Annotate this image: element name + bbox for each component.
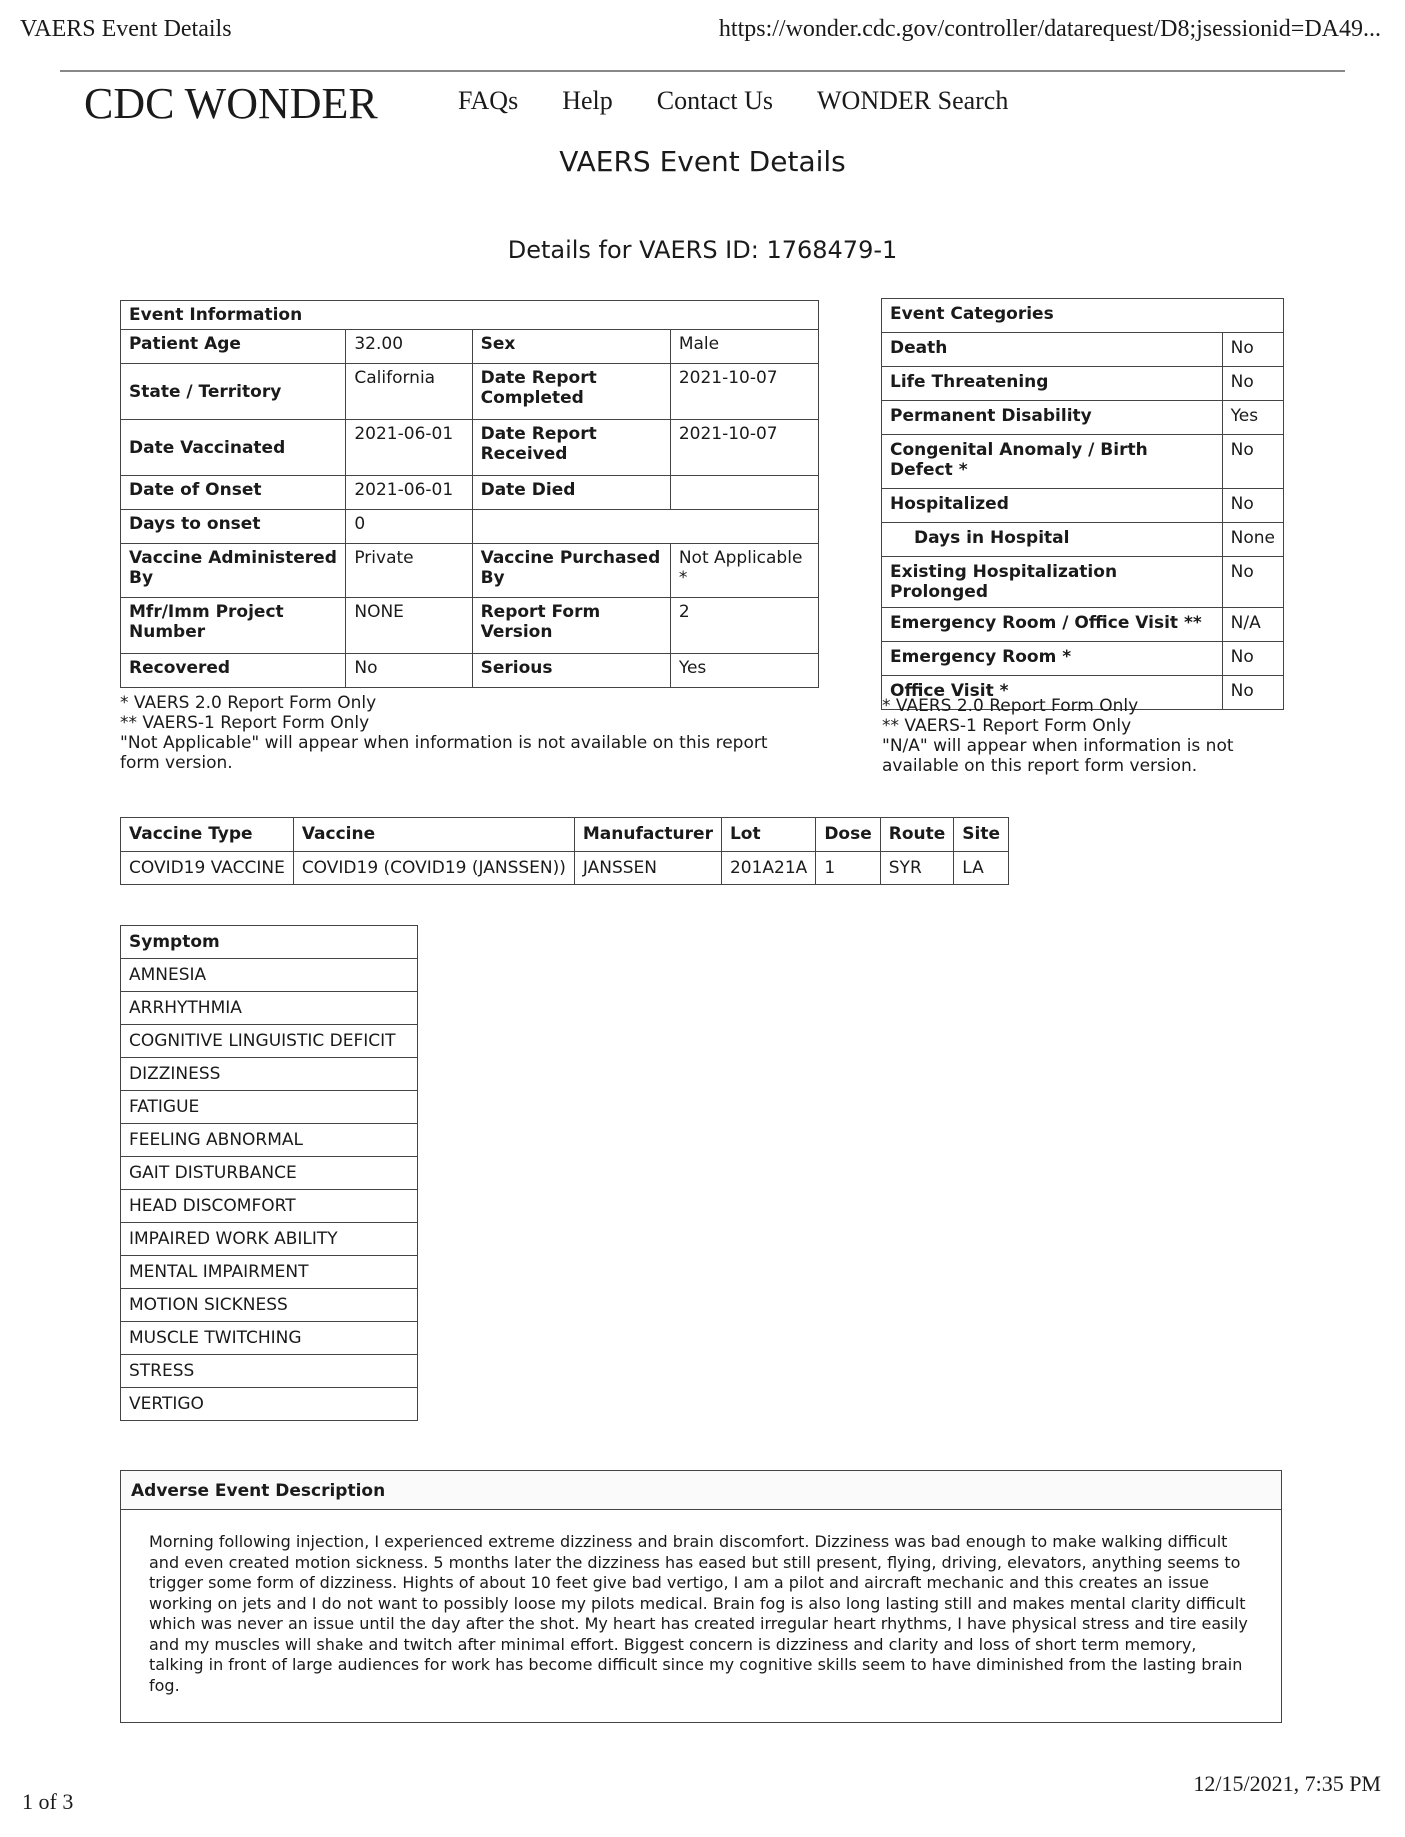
list-item: FATIGUE [121, 1091, 418, 1124]
category-label: Congenital Anomaly / Birth Defect * [882, 435, 1223, 489]
purchased-by-label: Vaccine Purchased By [472, 544, 670, 598]
category-value: No [1222, 333, 1283, 367]
state-value: California [346, 364, 472, 420]
category-value: No [1222, 435, 1283, 489]
category-label: Death [882, 333, 1223, 367]
list-item: IMPAIRED WORK ABILITY [121, 1223, 418, 1256]
nav-contact-us[interactable]: Contact Us [656, 86, 774, 115]
page-number: 1 of 3 [22, 1789, 74, 1814]
date-report-received-value: 2021-10-07 [670, 420, 818, 476]
col-header: Lot [721, 818, 815, 852]
col-header: Vaccine [293, 818, 574, 852]
event-information-heading: Event Information [121, 301, 819, 330]
symptom-heading: Symptom [121, 926, 418, 959]
event-info-notes [120, 693, 800, 773]
note-line: ** VAERS-1 Report Form Only [882, 716, 1132, 736]
event-information-table [120, 300, 819, 688]
event-categories-table [881, 298, 1284, 710]
category-value: No [1222, 489, 1283, 523]
days-to-onset-value: 0 [346, 510, 472, 544]
details-heading: Details for VAERS ID: 1768479-1 [507, 236, 898, 264]
patient-age-label: Patient Age [121, 330, 346, 364]
table-cell: 201A21A [721, 852, 815, 885]
col-header: Manufacturer [574, 818, 721, 852]
col-header: Route [880, 818, 954, 852]
note-line: * VAERS 2.0 Report Form Only [120, 693, 377, 713]
date-vaccinated-label: Date Vaccinated [121, 420, 346, 476]
category-label: Emergency Room / Office Visit ** [882, 608, 1223, 642]
category-label: Emergency Room * [882, 642, 1223, 676]
nav-wonder-search[interactable]: WONDER Search [817, 86, 1009, 115]
print-header-url: https://wonder.cdc.gov/controller/datarequest/D8;jsessionid=DA49... [718, 16, 1381, 42]
administered-by-value: Private [346, 544, 472, 598]
category-label: Days in Hospital [882, 523, 1223, 557]
nav-help[interactable]: Help [562, 86, 613, 115]
note-line: ** VAERS-1 Report Form Only [120, 713, 370, 733]
list-item: MUSCLE TWITCHING [121, 1322, 418, 1355]
list-item: MENTAL IMPAIRMENT [121, 1256, 418, 1289]
recovered-value: No [346, 654, 472, 688]
list-item: STRESS [121, 1355, 418, 1388]
list-item: VERTIGO [121, 1388, 418, 1421]
table-cell: SYR [880, 852, 954, 885]
symptom-table [120, 925, 418, 1421]
days-to-onset-label: Days to onset [121, 510, 346, 544]
category-value: Yes [1222, 401, 1283, 435]
category-value: None [1222, 523, 1283, 557]
list-item: AMNESIA [121, 959, 418, 992]
date-report-completed-value: 2021-10-07 [670, 364, 818, 420]
col-header: Vaccine Type [121, 818, 294, 852]
category-value: N/A [1222, 608, 1283, 642]
table-cell: COVID19 (COVID19 (JANSSEN)) [293, 852, 574, 885]
report-form-version-label: Report Form Version [472, 598, 670, 654]
date-died-value [670, 476, 818, 510]
category-label: Permanent Disability [882, 401, 1223, 435]
sex-value: Male [670, 330, 818, 364]
category-label: Hospitalized [882, 489, 1223, 523]
adverse-event-box [120, 1470, 1282, 1723]
date-report-completed-label: Date Report Completed [472, 364, 670, 420]
category-label: Office Visit * [882, 676, 1223, 710]
page-title: VAERS Event Details [559, 145, 846, 178]
category-value: No [1222, 367, 1283, 401]
note-line: "Not Applicable" will appear when information is not available on this report form version. [120, 733, 768, 773]
table-cell: COVID19 VACCINE [121, 852, 294, 885]
print-header-title: VAERS Event Details [20, 16, 232, 42]
list-item: COGNITIVE LINGUISTIC DEFICIT [121, 1025, 418, 1058]
list-item: GAIT DISTURBANCE [121, 1157, 418, 1190]
list-item: ARRHYTHMIA [121, 992, 418, 1025]
list-item: HEAD DISCOMFORT [121, 1190, 418, 1223]
nav-faqs[interactable]: FAQs [458, 86, 519, 115]
empty-cell [472, 510, 818, 544]
category-value: No [1222, 557, 1283, 608]
event-categories-heading: Event Categories [882, 299, 1284, 333]
purchased-by-value: Not Applicable * [670, 544, 818, 598]
administered-by-label: Vaccine Administered By [121, 544, 346, 598]
adverse-event-heading: Adverse Event Description [121, 1471, 1281, 1510]
category-label: Existing Hospitalization Prolonged [882, 557, 1223, 608]
brand-logo[interactable]: CDC WONDER [84, 79, 378, 128]
date-of-onset-value: 2021-06-01 [346, 476, 472, 510]
list-item: FEELING ABNORMAL [121, 1124, 418, 1157]
vaccine-table [120, 817, 1009, 885]
date-vaccinated-value: 2021-06-01 [346, 420, 472, 476]
patient-age-value: 32.00 [346, 330, 472, 364]
serious-value: Yes [670, 654, 818, 688]
category-label: Life Threatening [882, 367, 1223, 401]
list-item: MOTION SICKNESS [121, 1289, 418, 1322]
sex-label: Sex [472, 330, 670, 364]
category-value: No [1222, 676, 1283, 710]
date-of-onset-label: Date of Onset [121, 476, 346, 510]
date-died-label: Date Died [472, 476, 670, 510]
note-line: * VAERS 2.0 Report Form Only [882, 696, 1139, 716]
mfr-project-value: NONE [346, 598, 472, 654]
list-item: DIZZINESS [121, 1058, 418, 1091]
category-value: No [1222, 642, 1283, 676]
note-line: "N/A" will appear when information is not available on this report form version. [882, 736, 1234, 776]
event-categories-notes [882, 696, 1282, 776]
adverse-event-text: Morning following injection, I experienced extreme dizziness and brain discomfort. Dizziness was bad enough to make walking difficult and even created motion sickness. 5 months later the dizziness has eased but still present, flying, driving, elevators, anything seems to trigger some form of dizziness. Hights of about 10 feet give bad vertigo, I am a pilot and aircraft mechanic and this creates an issue working on jets and I do not want to possibly loose my pilots medical. Brain fog is also long lasting still and makes mental clarity difficult which was never an issue until the day after the shot. My heart has created irregular heart rhythms, I have physical stress and tire easily and my muscles will shake and twitch after minimal effort. Biggest concern is dizziness and clarity and loss of short term memory, talking in front of large audiences for work has become difficult since my cognitive skills seem to have diminished from the lasting brain fog. [149, 1532, 1248, 1695]
print-timestamp: 12/15/2021, 7:35 PM [1193, 1771, 1381, 1796]
table-cell: JANSSEN [574, 852, 721, 885]
header-rule [60, 70, 1345, 72]
recovered-label: Recovered [121, 654, 346, 688]
table-cell: 1 [816, 852, 880, 885]
mfr-project-label: Mfr/Imm Project Number [121, 598, 346, 654]
table-cell: LA [954, 852, 1009, 885]
col-header: Dose [816, 818, 880, 852]
date-report-received-label: Date Report Received [472, 420, 670, 476]
state-label: State / Territory [121, 364, 346, 420]
col-header: Site [954, 818, 1009, 852]
report-form-version-value: 2 [670, 598, 818, 654]
top-nav [458, 86, 1008, 116]
serious-label: Serious [472, 654, 670, 688]
